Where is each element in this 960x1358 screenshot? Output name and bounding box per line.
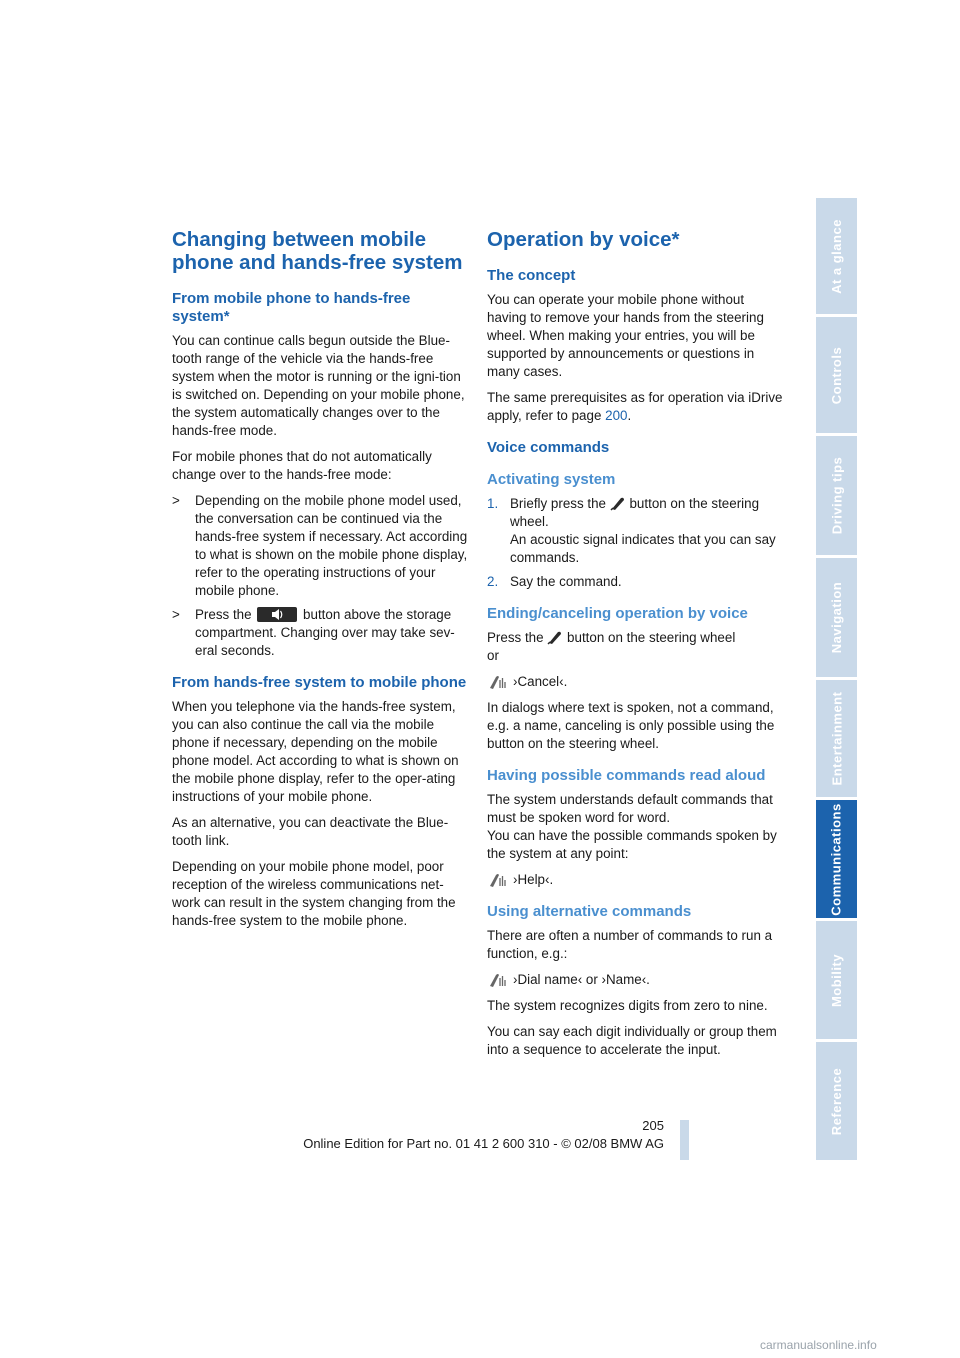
tab-at-a-glance[interactable]: At a glance — [816, 198, 857, 314]
bullet-mark: > — [172, 493, 180, 508]
watermark: carmanualsonline.info — [760, 1338, 877, 1352]
paragraph: In dialogs where text is spoken, not a command, e.g. a name, canceling is only possible using the button on the steering wheel. — [487, 700, 775, 751]
footer-tab-bar — [680, 1120, 689, 1160]
tab-mobility[interactable]: Mobility — [816, 921, 857, 1039]
subsection-title-reading: Having possible commands read aloud — [487, 767, 766, 784]
paragraph: There are often a number of commands to run a function, e.g.: — [487, 928, 773, 961]
paragraph: The system understands default commands that must be spoken word for word. — [487, 792, 773, 825]
bullet-mark: > — [172, 607, 180, 622]
tab-driving-tips[interactable]: Driving tips — [816, 436, 857, 555]
subsection-title-handsfree-to-phone: From hands-free system to mobile phone — [172, 674, 467, 691]
subsection-title-ending: Ending/canceling operation by voice — [487, 605, 748, 622]
tab-navigation[interactable]: Navigation — [816, 558, 857, 677]
paragraph: You can operate your mobile phone without having to remove your hands from the steering wheel. When making your entries, you will be supported by announcements or questions in many cases. — [487, 292, 764, 379]
speech-icon — [489, 674, 507, 690]
subsection-title-activating: Activating system — [487, 471, 616, 488]
page-link[interactable]: 200 — [605, 408, 628, 423]
bullet-item: > Depending on the mobile phone model used, the conversation can be continued via the hands-free system if necessary. Act according to what is shown on the mobile phone display, refer to the operating instructions of your mobile phone. — [172, 493, 468, 598]
voice-command: ›Dial name‹ or ›Name‹. — [487, 971, 783, 989]
voice-command: ›Help‹. — [487, 871, 783, 889]
tab-controls[interactable]: Controls — [816, 317, 857, 433]
tab-reference[interactable]: Reference — [816, 1042, 857, 1160]
chapter-tabs — [816, 198, 857, 1160]
voice-button-icon — [610, 496, 626, 511]
left-column — [172, 228, 468, 938]
subsection-title-alternative: Using alternative commands — [487, 903, 692, 920]
subsection-title-concept: The concept — [487, 267, 576, 284]
phone-button-icon — [257, 607, 297, 622]
section-title-changing: Changing between mobile phone and hands-free system — [172, 228, 463, 274]
paragraph: Press the button on the steering wheel or — [487, 630, 736, 663]
paragraph: As an alternative, you can deactivate the Blue-tooth link. — [172, 815, 449, 848]
speech-icon — [489, 972, 507, 988]
voice-command: ›Cancel‹. — [487, 673, 783, 691]
paragraph: For mobile phones that do not automatically change over to the hands-free mode: — [172, 449, 432, 482]
paragraph: The same prerequisites as for operation via iDrive apply, refer to page 200. — [487, 390, 783, 423]
numbered-item: 2. Say the command. — [487, 574, 622, 589]
numbered-item: 1. Briefly press the button on the steering wheel. An acoustic signal indicates that you can say commands. — [487, 496, 776, 565]
paragraph: The system recognizes digits from zero to nine. — [487, 998, 768, 1013]
paragraph: You can continue calls begun outside the Blue-tooth range of the vehicle via the hands-free system when the motor is running or the igni-tion is switched on. Depending on your mobile phone, the system automatically changes over to the hands-free mode. — [172, 333, 465, 438]
tab-entertainment[interactable]: Entertainment — [816, 680, 857, 797]
paragraph: You can say each digit individually or group them into a sequence to accelerate the input. — [487, 1024, 777, 1057]
section-title-operation-by-voice: Operation by voice* — [487, 228, 680, 251]
tab-communications[interactable]: Communications — [816, 800, 857, 918]
subsection-title-phone-to-handsfree: From mobile phone to hands-free system* — [172, 290, 411, 325]
paragraph: You can have the possible commands spoken by the system at any point: — [487, 828, 777, 861]
subsection-title-voice-commands: Voice commands — [487, 439, 610, 456]
bullet-item: > Press the button above the storage compartment. Changing over may take sev-eral seconds. — [172, 607, 455, 658]
paragraph: Depending on your mobile phone model, poor reception of the wireless communications net-work can result in the system changing from the hands-free system to the mobile phone. — [172, 859, 456, 928]
speech-icon — [489, 872, 507, 888]
edition-line: Online Edition for Part no. 01 41 2 600 310 - © 02/08 BMW AG — [303, 1136, 664, 1151]
page-number: 205 — [642, 1118, 664, 1133]
voice-button-icon — [547, 630, 563, 645]
paragraph: When you telephone via the hands-free system, you can also continue the call via the mobile phone if necessary, depending on the mobile phone model. Act according to what is shown on the mobile phone display, refer to the oper-ating instructions of your mobile phone. — [172, 699, 459, 804]
right-column — [487, 228, 783, 1067]
